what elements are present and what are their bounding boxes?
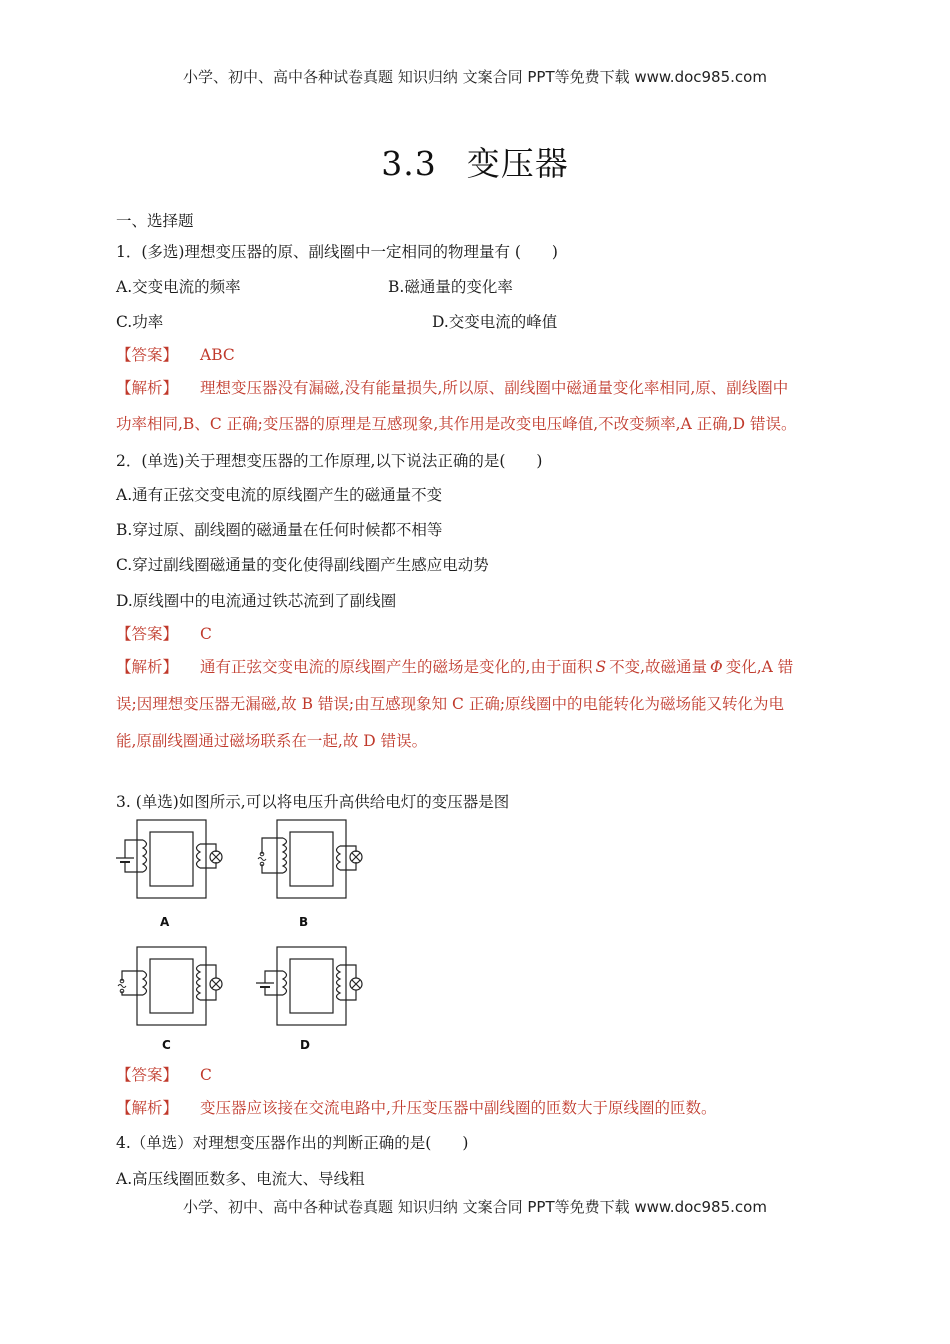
transformer-diagram-b <box>250 818 375 903</box>
q3-answer <box>116 1063 212 1085</box>
section-label: 一、选择题 <box>116 212 194 230</box>
q1-answer-tag: 【答案】 <box>116 346 179 364</box>
figure-label-d: D <box>300 1038 310 1052</box>
title-name: 变压器 <box>466 144 569 183</box>
q3-analysis-tag: 【解析】 <box>116 1099 179 1117</box>
q1-option-c: C.功率 <box>116 313 164 331</box>
transformer-a-svg <box>110 818 235 903</box>
q2-option-a: A.通有正弦交变电流的原线圈产生的磁通量不变 <box>116 486 443 504</box>
q3-answer-tag: 【答案】 <box>116 1066 179 1084</box>
q3-answer-value: C <box>200 1066 212 1084</box>
q2-analysis-line-2: 误;因理想变压器无漏磁,故 B 错误;由互感现象知 C 正确;原线圈中的电能转化为磁场能又转化为电 <box>116 695 785 713</box>
q1-option-a: A.交变电流的频率 <box>116 278 241 296</box>
q2-option-d: D.原线圈中的电流通过铁芯流到了副线圈 <box>116 592 397 610</box>
q2-answer <box>116 622 212 644</box>
q3-analysis-text: 变压器应该接在交流电路中,升压变压器中副线圈的匝数大于原线圈的匝数。 <box>200 1099 717 1117</box>
page-header: 小学、初中、高中各种试卷真题 知识归纳 文案合同 PPT等免费下载 www.doc985.com <box>183 68 767 86</box>
q1-analysis-text-1: 理想变压器没有漏磁,没有能量损失,所以原、副线圈中磁通量变化率相同,原、副线圈中 <box>200 379 789 397</box>
transformer-diagram-d <box>250 945 375 1030</box>
q2-symbol-s: S <box>595 658 607 676</box>
q2-analysis-text-1b: 不变,故磁通量 <box>609 658 708 676</box>
q2-answer-value: C <box>200 625 212 643</box>
q1-analysis-line-1 <box>116 376 788 398</box>
transformer-b-svg <box>250 818 375 903</box>
q1-analysis-tag: 【解析】 <box>116 379 179 397</box>
q2-analysis-line-1 <box>116 655 793 677</box>
transformer-diagram-a <box>110 818 235 903</box>
q2-analysis-text-1a: 通有正弦交变电流的原线圈产生的磁场是变化的,由于面积 <box>200 658 593 676</box>
q2-option-b: B.穿过原、副线圈的磁通量在任何时候都不相等 <box>116 521 443 539</box>
page-title <box>0 138 950 185</box>
figure-label-c: C <box>162 1038 171 1052</box>
transformer-diagram-c <box>110 945 235 1030</box>
q1-answer <box>116 343 235 365</box>
q1-stem: 1．(多选)理想变压器的原、副线圈中一定相同的物理量有 ( ) <box>116 243 558 261</box>
q2-analysis-line-3: 能,原副线圈通过磁场联系在一起,故 D 错误。 <box>116 732 428 750</box>
title-number: 3.3 <box>381 144 437 183</box>
q1-answer-value: ABC <box>200 346 235 364</box>
q2-stem: 2．(单选)关于理想变压器的工作原理,以下说法正确的是( ) <box>116 452 543 470</box>
q2-answer-tag: 【答案】 <box>116 625 179 643</box>
figure-label-b: B <box>299 915 309 929</box>
q1-analysis-line-2: 功率相同,B、C 正确;变压器的原理是互感现象,其作用是改变电压峰值,不改变频率,A 正确,D 错误。 <box>116 415 797 433</box>
q4-stem: 4.（单选）对理想变压器作出的判断正确的是( ) <box>116 1134 469 1152</box>
q1-option-d: D.交变电流的峰值 <box>432 313 558 331</box>
q1-option-b: B.磁通量的变化率 <box>388 278 513 296</box>
q2-option-c: C.穿过副线圈磁通量的变化使得副线圈产生感应电动势 <box>116 556 489 574</box>
q2-symbol-phi: Φ <box>710 658 723 676</box>
q3-analysis <box>116 1096 716 1118</box>
page-footer: 小学、初中、高中各种试卷真题 知识归纳 文案合同 PPT等免费下载 www.doc985.com <box>183 1198 767 1216</box>
q3-stem: 3. (单选)如图所示,可以将电压升高供给电灯的变压器是图 <box>116 793 510 811</box>
transformer-d-svg <box>250 945 375 1030</box>
transformer-c-svg <box>110 945 235 1030</box>
q4-option-a: A.高压线圈匝数多、电流大、导线粗 <box>116 1170 365 1188</box>
q2-analysis-tag: 【解析】 <box>116 658 179 676</box>
figure-label-a: A <box>160 915 170 929</box>
q2-analysis-text-1c: 变化,A 错 <box>725 658 794 676</box>
